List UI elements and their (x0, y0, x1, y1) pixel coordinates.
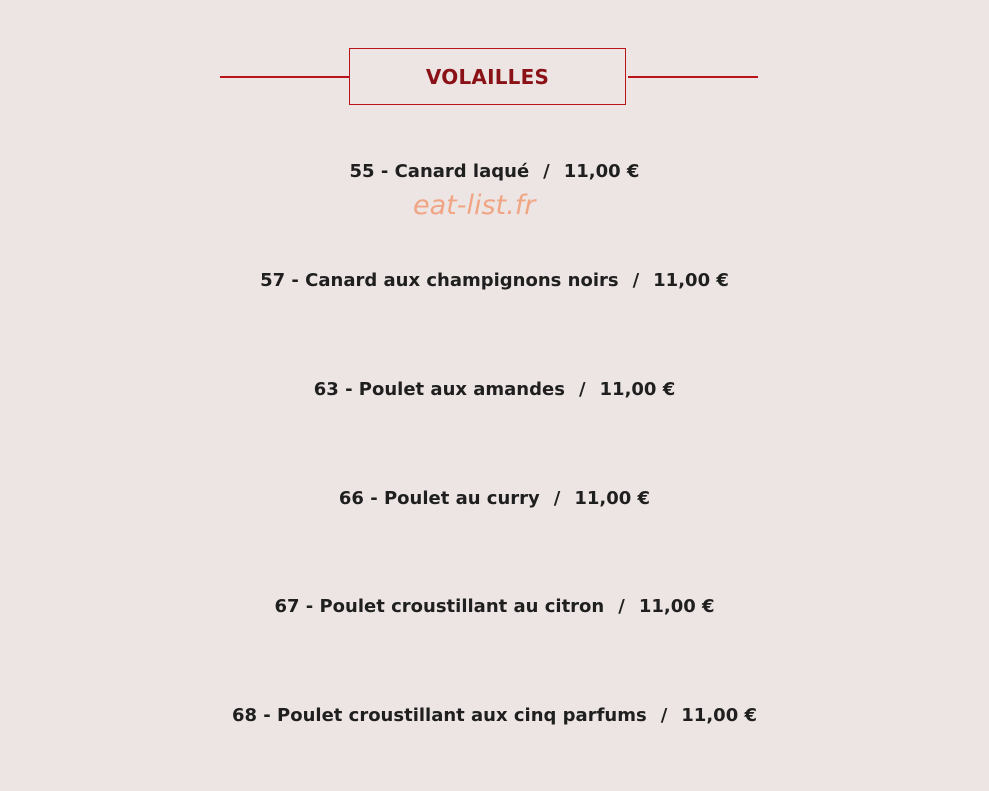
menu-item-price: 11,00 € (563, 161, 640, 182)
menu-item-label: 68 - Poulet croustillant aux cinq parfums (231, 705, 647, 726)
menu-item (0, 704, 989, 728)
section-title: VOLAILLES (425, 64, 550, 89)
menu-item-label: 67 - Poulet croustillant au citron (274, 596, 605, 617)
menu-item-price: 11,00 € (681, 705, 758, 726)
price-separator: / (578, 379, 586, 400)
watermark-text: eat-list.fr (413, 190, 536, 221)
menu-item-price: 11,00 € (574, 488, 651, 509)
menu-item (0, 160, 989, 184)
menu-item-price: 11,00 € (653, 270, 729, 291)
menu-item-price: 11,00 € (599, 379, 676, 400)
menu-item-label: 57 - Canard aux champignons noirs (260, 270, 619, 291)
price-separator: / (660, 705, 668, 726)
price-separator: / (553, 488, 561, 509)
menu-item-label: 55 - Canard laqué (349, 161, 530, 182)
price-separator: / (543, 161, 550, 182)
menu-item (0, 595, 989, 619)
menu-item (0, 269, 989, 293)
price-separator: / (632, 270, 640, 291)
menu-item (0, 378, 989, 402)
menu-item-price: 11,00 € (638, 596, 715, 617)
menu-item-label: 63 - Poulet aux amandes (313, 379, 565, 400)
menu-item-label: 66 - Poulet au curry (338, 488, 540, 509)
menu-item (0, 487, 989, 511)
price-separator: / (618, 596, 625, 617)
